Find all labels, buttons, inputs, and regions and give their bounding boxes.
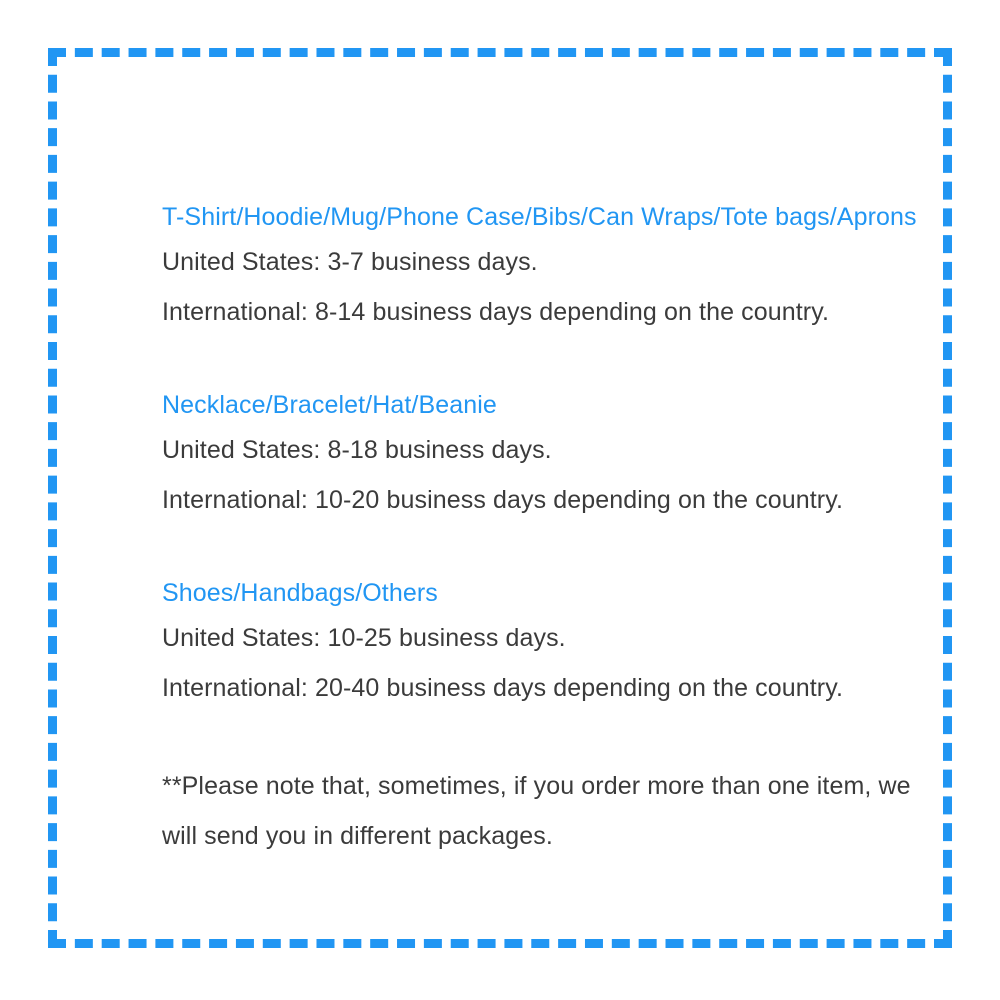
- section-domestic-line: United States: 10-25 business days.: [162, 624, 566, 652]
- shipping-times-content: [162, 197, 962, 861]
- section-title-shoes: Shoes/Handbags/Others: [162, 579, 438, 607]
- shipping-section: [162, 385, 962, 525]
- section-international-line: International: 10-20 business days depending on the country.: [162, 486, 843, 514]
- section-title-apparel: T-Shirt/Hoodie/Mug/Phone Case/Bibs/Can Wraps/Tote bags/Aprons: [162, 203, 917, 231]
- section-title-accessories: Necklace/Bracelet/Hat/Beanie: [162, 391, 497, 419]
- section-domestic-line: United States: 3-7 business days.: [162, 248, 538, 276]
- shipping-section: [162, 573, 962, 713]
- dashed-border-frame: [48, 48, 952, 948]
- section-international-line: International: 20-40 business days depending on the country.: [162, 674, 843, 702]
- section-domestic-line: United States: 8-18 business days.: [162, 436, 552, 464]
- shipping-section: [162, 197, 962, 337]
- shipping-note: **Please note that, sometimes, if you order more than one item, we will send you in different packages.: [162, 772, 911, 850]
- section-international-line: International: 8-14 business days depending on the country.: [162, 298, 829, 326]
